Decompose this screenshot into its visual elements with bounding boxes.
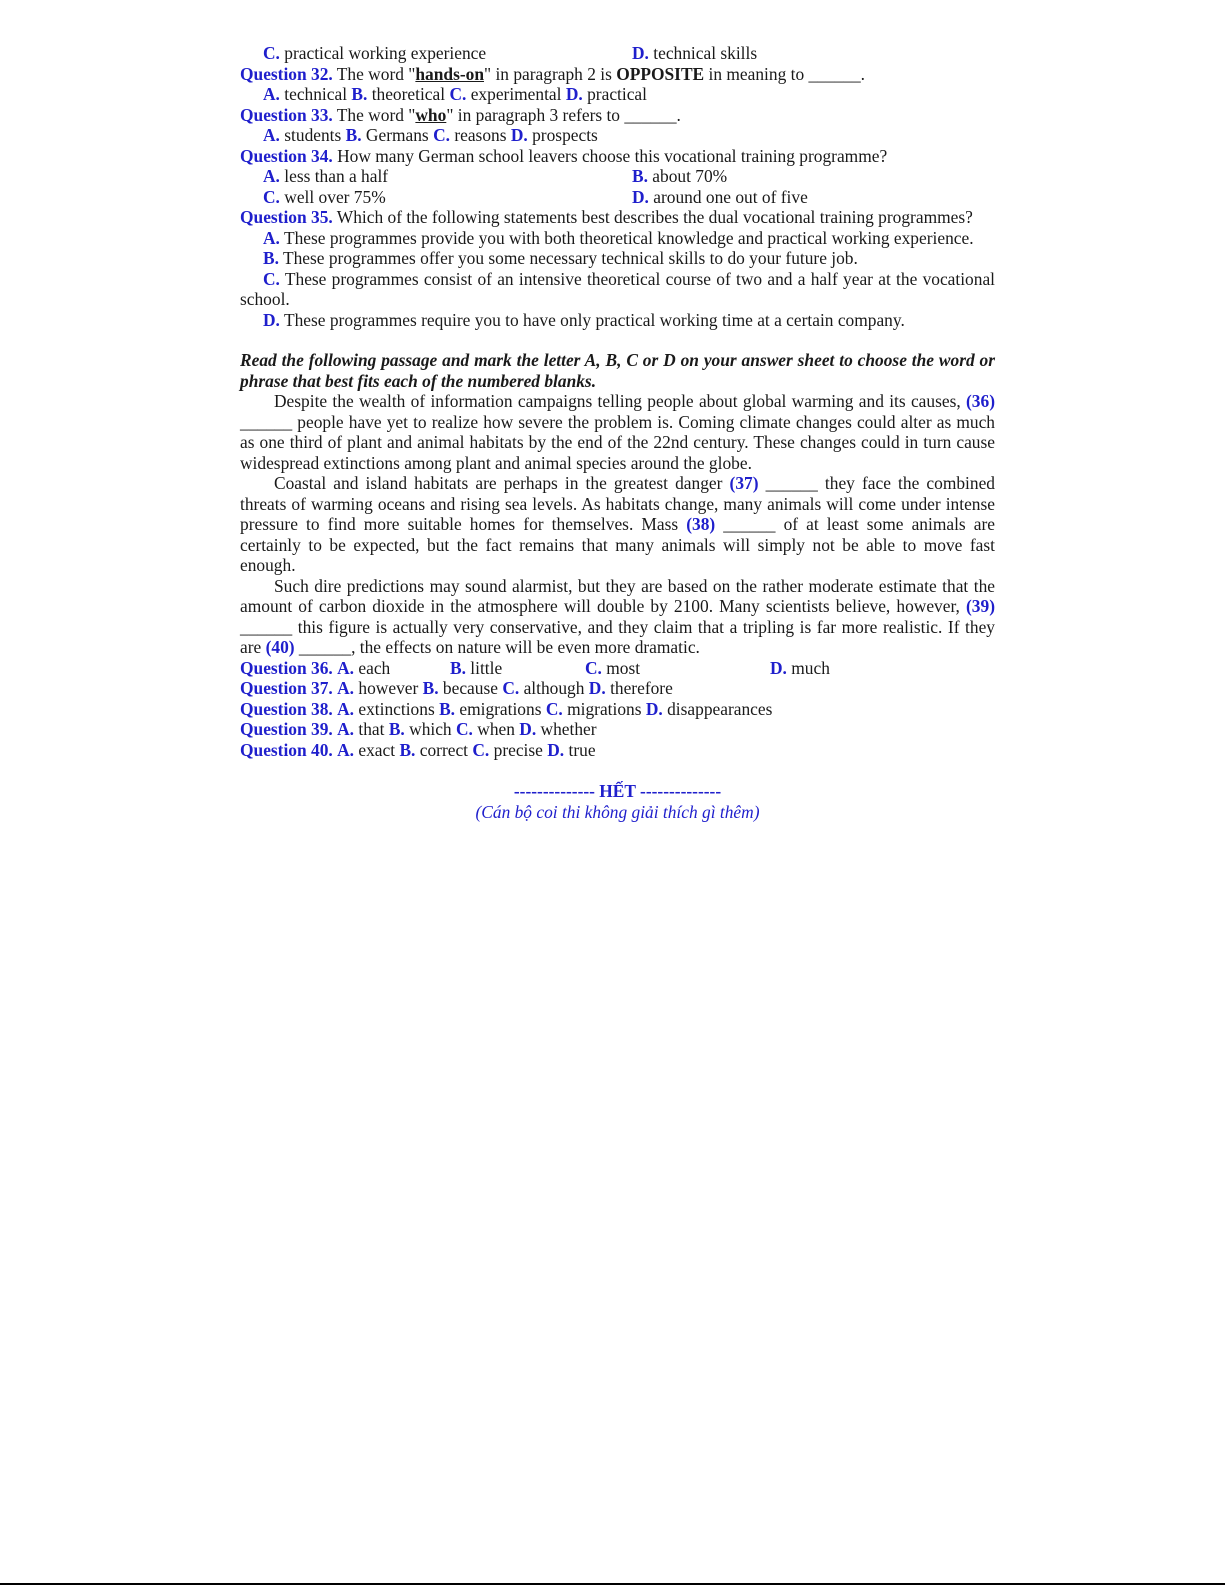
q36-option-c [585, 658, 770, 679]
blank-marker: (38) [686, 514, 716, 534]
option-label: C. [545, 698, 563, 719]
blank-marker: (37) [729, 473, 759, 493]
q35-option-a [240, 228, 995, 249]
option-text: reasons [449, 125, 511, 145]
option-text: Germans [361, 125, 434, 145]
option-label: D. [547, 739, 565, 760]
option-label: D. [588, 678, 606, 698]
question-label: Question 39. [240, 719, 333, 739]
option-label: B. [388, 719, 405, 739]
option-label: C. [263, 268, 280, 289]
q32-options [240, 84, 995, 105]
option-label: A. [337, 739, 355, 760]
option-text: prospects [527, 125, 598, 145]
option-label: A. [263, 227, 280, 248]
stem-text: in meaning to ______. [704, 63, 866, 84]
q36-option-b [450, 658, 585, 679]
q31-option-c [240, 43, 632, 64]
q31-option-d [632, 43, 995, 64]
option-text: These programmes provide you with both theoretical knowledge and practical working experience. [279, 227, 974, 248]
option-text: These programmes consist of an intensive theoretical course of two and a half year at the vocational school. [240, 268, 995, 309]
end-title: -------------- HẾT -------------- [513, 781, 722, 801]
option-label: B. [399, 739, 416, 760]
question-label: Question 34. [240, 145, 333, 166]
option-text: because [438, 678, 503, 698]
question-label: Question 35. [240, 207, 333, 227]
q37-row [240, 678, 995, 699]
passage-text: Despite the wealth of information campaigns telling people about global warming and its causes, [274, 391, 967, 411]
option-label: D. [632, 43, 649, 63]
option-label: B. [422, 678, 439, 698]
option-label: D. [565, 84, 583, 104]
q34-option-c [240, 187, 632, 208]
option-text: therefore [605, 678, 673, 698]
q32-stem [240, 64, 995, 85]
exam-page [240, 43, 995, 823]
passage-text: Such dire predictions may sound alarmist, but they are based on the rather moderate estimate that the amount of carbon dioxide in the atmosphere will double by 2100. Many scientists believe, however, [240, 575, 995, 616]
option-text: each [354, 657, 391, 678]
option-label: C. [433, 125, 450, 145]
blank-marker: (36) [966, 391, 995, 411]
option-text: technical skills [648, 43, 758, 63]
stem-text: " in paragraph 2 is [484, 63, 617, 84]
option-label: B. [351, 84, 368, 104]
option-text: migrations [562, 698, 646, 719]
blank-marker: (40) [265, 637, 295, 657]
option-text: extinctions [354, 698, 440, 719]
option-label: D. [632, 186, 649, 207]
option-text: theoretical [367, 84, 450, 104]
question-label: Question 33. [240, 104, 333, 125]
option-label: D. [645, 698, 663, 719]
passage-text: ______ of at least some animals are certainly to be expected, but the fact remains that many animals will simply not be able to move fast enough. [240, 514, 995, 575]
end-of-exam [240, 781, 995, 823]
q34-options-cd [240, 187, 995, 208]
passage-text: ______ people have yet to realize how severe the problem is. Coming climate changes could alter as much as one third of plant and animal habitats by the end of the 22nd century. These changes could in turn cause widespread extinctions among plant and animal species around the globe. [240, 411, 995, 473]
blank-marker: (39) [966, 596, 995, 616]
question-label: Question 32. [240, 63, 333, 84]
option-label: A. [263, 125, 280, 145]
stem-text: The word " [332, 104, 416, 125]
passage-paragraph-2 [240, 473, 995, 576]
option-text: around one out of five [648, 186, 808, 207]
option-text: These programmes require you to have only practical working time at a certain company. [279, 309, 905, 330]
passage-paragraph-3 [240, 576, 995, 658]
q33-options [240, 125, 995, 146]
q40-row [240, 740, 995, 761]
passage-text: ______ they face the combined threats of warming oceans and rising sea levels. As habitats change, many animals will come under intense pressure to find more suitable homes for themselves. Mass [240, 473, 995, 534]
option-text: practical [582, 84, 647, 104]
question-label: Question 36. [240, 657, 333, 678]
option-text: most [601, 657, 641, 678]
option-text: exact [354, 739, 400, 760]
passage-text: ______, the effects on nature will be even more dramatic. [294, 637, 700, 657]
option-text: little [465, 657, 503, 678]
q35-option-d [240, 310, 995, 331]
option-label: B. [345, 125, 362, 145]
option-label: C. [455, 719, 473, 739]
option-text: less than a half [279, 166, 389, 186]
passage-text: Coastal and island habitats are perhaps in the greatest danger [274, 473, 730, 493]
option-label: A. [263, 84, 280, 104]
q34-options-ab [240, 166, 995, 187]
target-word: hands-on [415, 63, 485, 84]
option-text: well over 75% [279, 186, 386, 207]
q38-row [240, 699, 995, 720]
option-label: A. [337, 698, 355, 719]
option-label: D. [770, 657, 787, 678]
option-text: whether [536, 719, 597, 739]
option-text: disappearances [662, 698, 773, 719]
stem-text: The word " [332, 63, 416, 84]
option-label: A. [337, 678, 355, 698]
option-text: which [404, 719, 456, 739]
passage-text: ______ this figure is actually very conservative, and they claim that a tripling is far more realistic. If they are [240, 616, 995, 657]
q35-option-b [240, 248, 995, 269]
option-label: D. [263, 309, 280, 330]
option-text: emigrations [455, 698, 546, 719]
option-text: however [354, 678, 423, 698]
option-text: correct [415, 739, 473, 760]
q33-stem [240, 105, 995, 126]
option-text: experimental [466, 84, 566, 104]
q36-option-a [240, 658, 450, 679]
target-word: who [415, 104, 447, 125]
q31-options-cd [240, 43, 995, 64]
option-label: A. [263, 166, 280, 186]
option-label: D. [519, 719, 537, 739]
option-label: C. [263, 186, 280, 207]
option-text: true [564, 739, 596, 760]
question-label: Question 37. [240, 678, 333, 698]
option-label: B. [450, 657, 466, 678]
q34-option-b [632, 166, 995, 187]
passage-paragraph-1 [240, 391, 995, 473]
option-text: that [354, 719, 389, 739]
section-instructions: Read the following passage and mark the letter A, B, C or D on your answer sheet to choose the word or phrase that best fits each of the numbered blanks. [240, 350, 995, 391]
option-text: much [786, 657, 830, 678]
question-label: Question 40. [240, 739, 333, 760]
q34-option-a [240, 166, 632, 187]
emphasis-word: OPPOSITE [616, 63, 705, 84]
option-label: C. [502, 678, 520, 698]
option-label: C. [263, 43, 280, 63]
stem-text: " in paragraph 3 refers to ______. [446, 104, 681, 125]
option-label: A. [337, 719, 355, 739]
stem-text: How many German school leavers choose this vocational training programme? [332, 145, 888, 166]
option-label: C. [449, 84, 467, 104]
q36-row [240, 658, 995, 679]
question-label: Question 38. [240, 698, 333, 719]
q34-stem [240, 146, 995, 167]
option-label: C. [472, 739, 490, 760]
option-text: technical [279, 84, 352, 104]
q39-row [240, 719, 995, 740]
q35-stem [240, 207, 995, 228]
option-label: B. [632, 166, 648, 186]
option-text: although [519, 678, 589, 698]
option-label: C. [585, 657, 602, 678]
end-note: (Cán bộ coi thi không giải thích gì thêm) [475, 802, 760, 822]
option-text: practical working experience [279, 43, 487, 63]
option-text: precise [489, 739, 548, 760]
stem-text: Which of the following statements best describes the dual vocational training programmes? [332, 207, 973, 227]
option-label: A. [337, 657, 355, 678]
option-text: when [472, 719, 520, 739]
option-text: about 70% [647, 166, 728, 186]
option-label: D. [510, 125, 528, 145]
q35-option-c [240, 269, 995, 310]
option-label: B. [439, 698, 456, 719]
q36-option-d [770, 658, 830, 679]
option-text: These programmes offer you some necessary technical skills to do your future job. [278, 248, 858, 268]
option-label: B. [263, 248, 279, 268]
option-text: students [279, 125, 346, 145]
q34-option-d [632, 187, 995, 208]
